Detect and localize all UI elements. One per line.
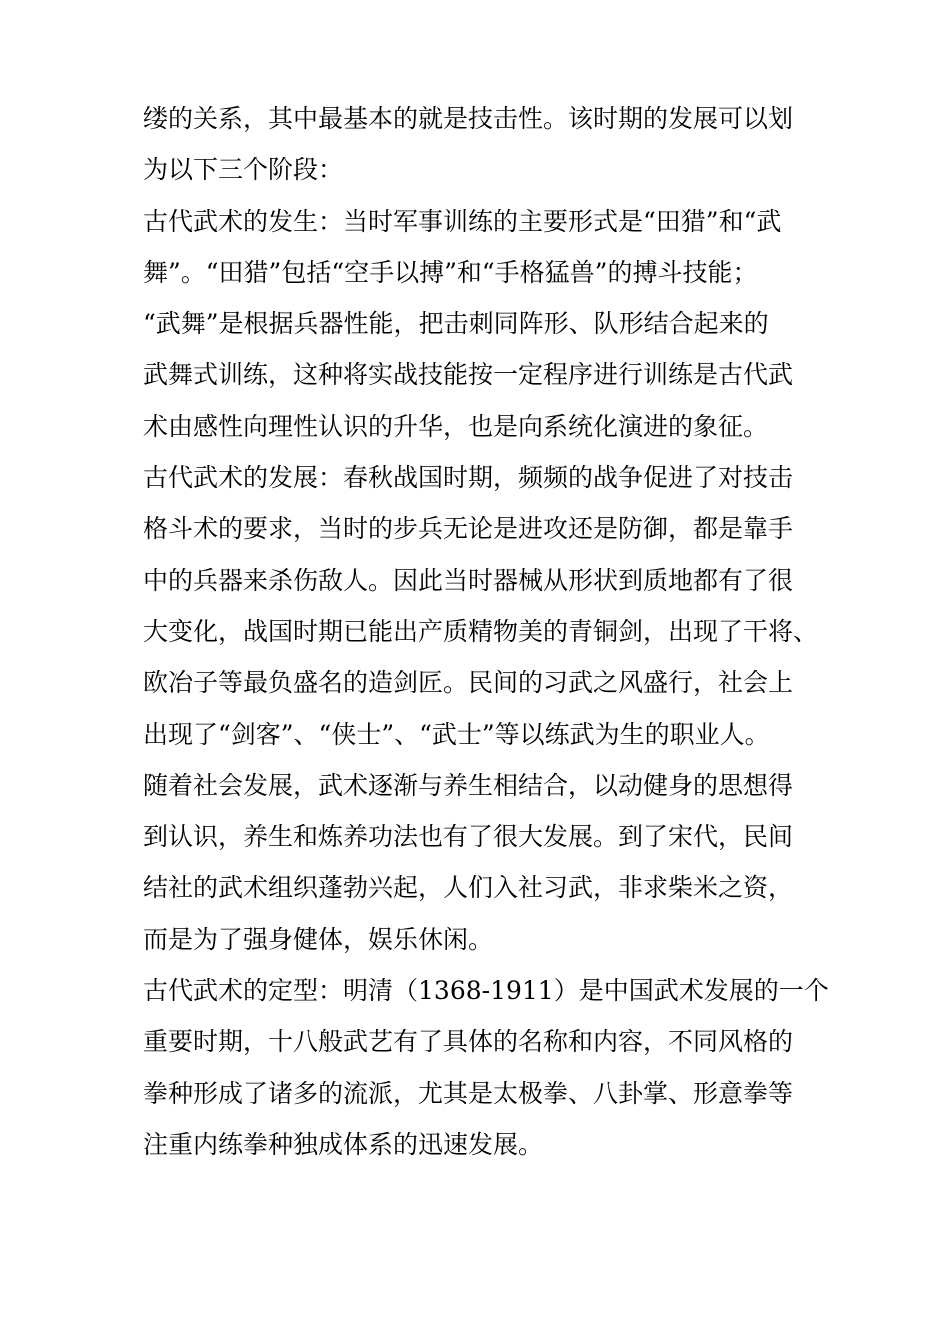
document-body <box>143 93 829 1170</box>
text-line: 缕的关系，其中最基本的就是技击性。该时期的发展可以划 <box>143 104 794 133</box>
text-line: 古代武术的发展：春秋战国时期，频频的战争促进了对技击 <box>143 463 794 493</box>
text-line: 术由感性向理性认识的升华，也是向系统化演进的象征。 <box>143 411 769 441</box>
text-line: 舞”。“田猎”包括“空手以搏”和“手格猛兽”的搏斗技能； <box>143 257 758 287</box>
text-line: 出现了“剑客”、“侠士”、“武士”等以练武为生的职业人。 <box>143 719 770 749</box>
text-line: 中的兵器来杀伤敌人。因此当时器械从形状到质地都有了很 <box>143 565 794 595</box>
text-line: 大变化，战国时期已能出产质精物美的青铜剑，出现了干将、 <box>143 616 819 646</box>
text-line: 结社的武术组织蓬勃兴起，人们入社习武，非求柴米之资， <box>143 873 794 903</box>
text-line: “武舞”是根据兵器性能，把击刺同阵形、队形结合起来的 <box>143 309 769 339</box>
text-line: 欧冶子等最负盛名的造剑匠。民间的习武之风盛行，社会上 <box>143 668 794 698</box>
text-line: 随着社会发展，武术逐渐与养生相结合，以动健身的思想得 <box>143 770 794 800</box>
text-line: 武舞式训练，这种将实战技能按一定程序进行训练是古代武 <box>143 360 794 390</box>
text-line: 而是为了强身健体，娱乐休闲。 <box>143 924 494 954</box>
text-line: 格斗术的要求，当时的步兵无论是进攻还是防御，都是靠手 <box>143 514 794 544</box>
text-line: 古代武术的定型：明清（1368-1911）是中国武术发展的一个 <box>143 976 829 1006</box>
text-line: 到认识，养生和炼养功法也有了很大发展。到了宋代，民间 <box>143 822 794 852</box>
text-line: 为以下三个阶段： <box>143 155 344 185</box>
text-line: 古代武术的发生：当时军事训练的主要形式是“田猎”和“武 <box>143 206 782 236</box>
text-line: 注重内练拳种独成体系的迅速发展。 <box>143 1129 544 1159</box>
text-line: 重要时期，十八般武艺有了具体的名称和内容，不同风格的 <box>143 1027 794 1057</box>
text-line: 拳种形成了诸多的流派，尤其是太极拳、八卦掌、形意拳等 <box>143 1078 794 1108</box>
